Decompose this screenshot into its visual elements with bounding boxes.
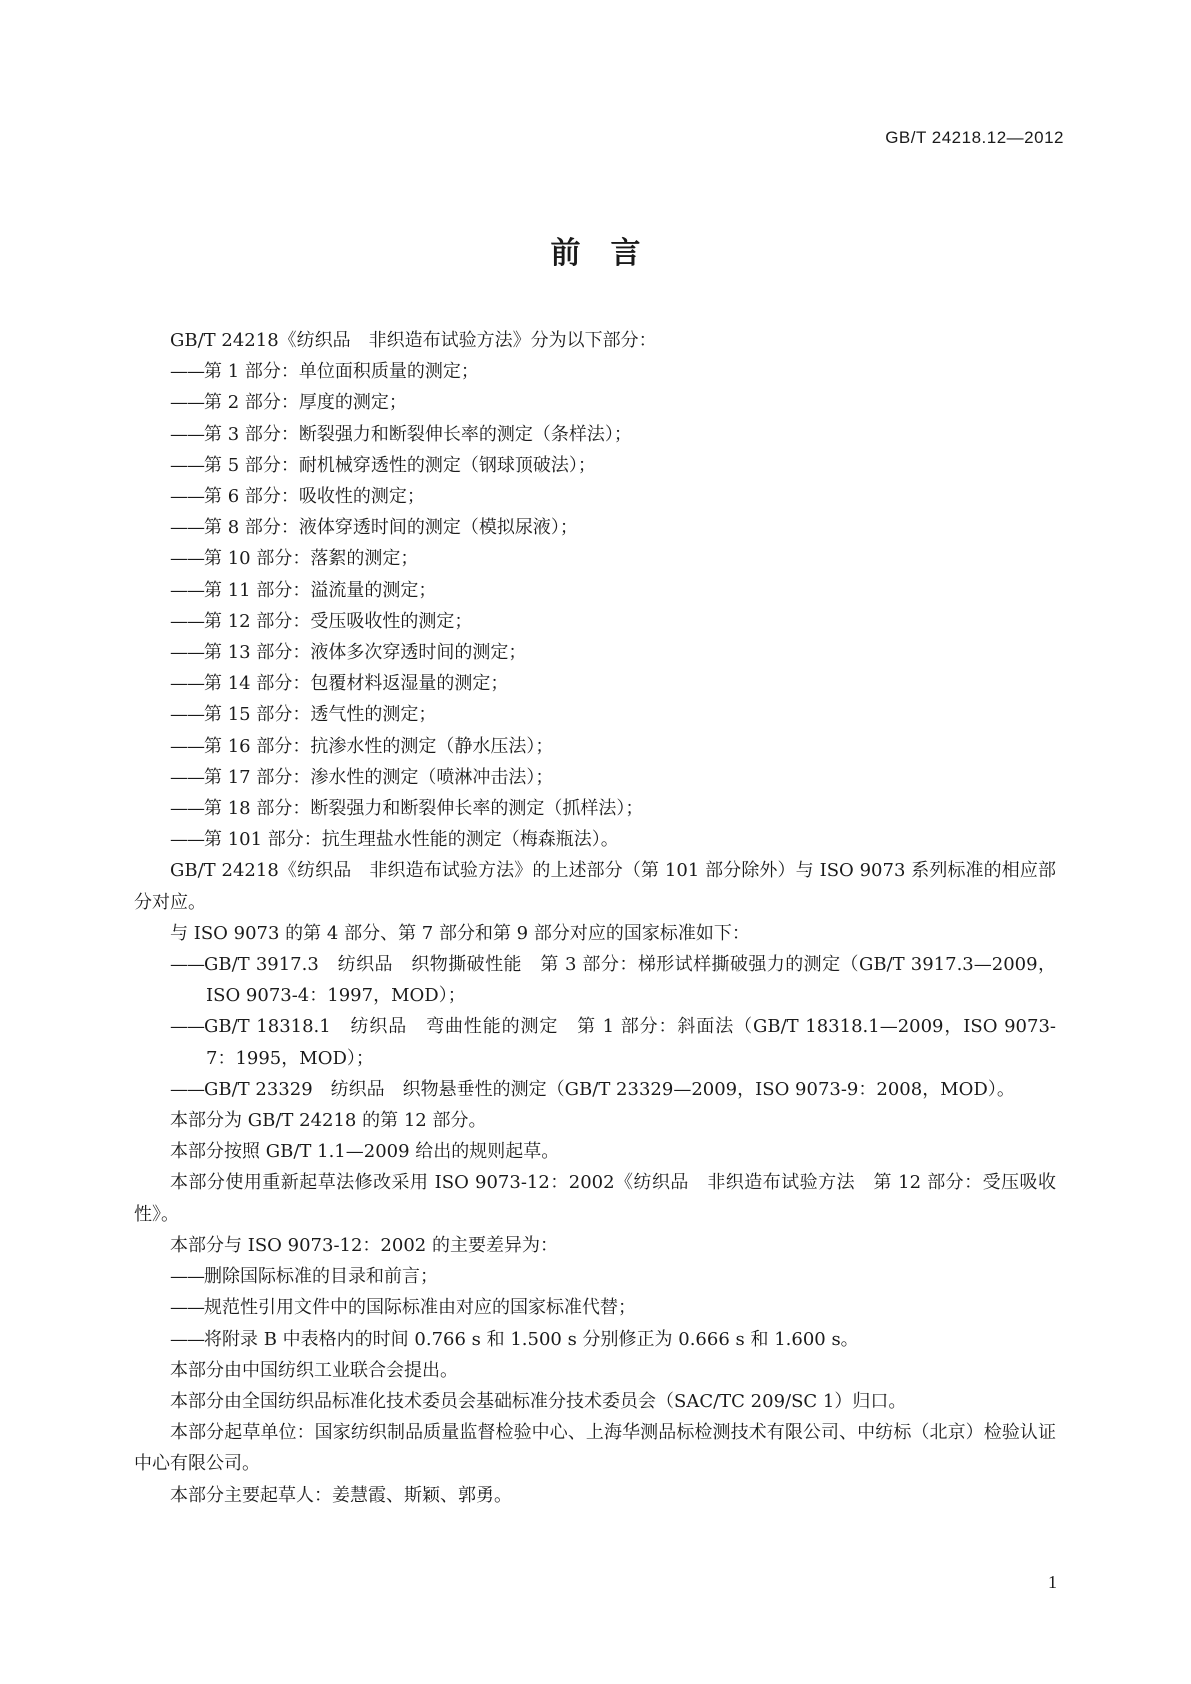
list-item: ——第 17 部分：渗水性的测定（喷淋冲击法）； bbox=[170, 766, 554, 788]
list-item: ——第 18 部分：断裂强力和断裂伸长率的测定（抓样法）； bbox=[170, 798, 644, 820]
list-item: ——第 13 部分：液体多次穿透时间的测定； bbox=[170, 642, 527, 664]
list-item: ——第 3 部分：断裂强力和断裂伸长率的测定（条样法）； bbox=[170, 423, 632, 445]
body-paragraph: 本部分按照 GB/T 1.1—2009 给出的规则起草。 bbox=[170, 1141, 560, 1163]
list-item: ——GB/T 23329 纺织品 织物悬垂性的测定（GB/T 23329—2009，ISO 9073-9：2008，MOD）。 bbox=[170, 1078, 1015, 1100]
body-paragraph: 本部分由中国纺织工业联合会提出。 bbox=[170, 1359, 458, 1381]
differences-list bbox=[134, 1261, 1056, 1355]
page-title: 前言 bbox=[550, 236, 671, 271]
national-intro-paragraph: 与 ISO 9073 的第 4 部分、第 7 部分和第 9 部分对应的国家标准如下： bbox=[170, 922, 750, 944]
list-item: ——第 15 部分：透气性的测定； bbox=[170, 704, 437, 726]
list-item: ——第 14 部分：包覆材料返湿量的测定； bbox=[170, 673, 509, 695]
list-item: ——第 2 部分：厚度的测定； bbox=[170, 392, 407, 414]
standard-code: GB/T 24218.12—2012 bbox=[885, 128, 1064, 147]
list-item: ——第 10 部分：落絮的测定； bbox=[170, 548, 419, 570]
correspondence-paragraph: GB/T 24218《纺织品 非织造布试验方法》的上述部分（第 101 部分除外）与 ISO 9073 系列标准的相应部分对应。 bbox=[134, 860, 1056, 913]
list-item: ——规范性引用文件中的国际标准由对应的国家标准代替； bbox=[170, 1297, 636, 1319]
list-item: ——第 16 部分：抗渗水性的测定（静水压法）； bbox=[170, 735, 554, 757]
foreword-body bbox=[134, 325, 1056, 1511]
list-item: ——GB/T 18318.1 纺织品 弯曲性能的测定 第 1 部分：斜面法（GB/T 18318.1—2009，ISO 9073-7：1995，MOD）； bbox=[170, 1016, 1056, 1069]
list-item: ——将附录 B 中表格内的时间 0.766 s 和 1.500 s 分别修正为 0.666 s 和 1.600 s。 bbox=[170, 1328, 859, 1350]
list-item: ——第 1 部分：单位面积质量的测定； bbox=[170, 361, 479, 383]
body-paragraph: 本部分与 ISO 9073-12：2002 的主要差异为： bbox=[170, 1234, 558, 1256]
parts-list bbox=[134, 356, 1056, 855]
body-paragraph: 本部分由全国纺织品标准化技术委员会基础标准分技术委员会（SAC/TC 209/SC 1）归口。 bbox=[170, 1390, 907, 1412]
page-number: 1 bbox=[1048, 1572, 1057, 1592]
list-item: ——删除国际标准的目录和前言； bbox=[170, 1266, 438, 1288]
national-standards-list bbox=[134, 949, 1056, 1105]
body-paragraph: 本部分为 GB/T 24218 的第 12 部分。 bbox=[170, 1110, 487, 1132]
list-item: ——第 12 部分：受压吸收性的测定； bbox=[170, 610, 473, 632]
list-item: ——第 101 部分：抗生理盐水性能的测定（梅森瓶法）。 bbox=[170, 829, 619, 851]
body-paragraph: 本部分主要起草人：姜慧霞、斯颖、郭勇。 bbox=[170, 1484, 512, 1506]
intro-paragraph: GB/T 24218《纺织品 非织造布试验方法》分为以下部分： bbox=[170, 330, 657, 351]
list-item: ——第 6 部分：吸收性的测定； bbox=[170, 486, 425, 508]
body-paragraph: 本部分起草单位：国家纺织制品质量监督检验中心、上海华测品标检测技术有限公司、中纺标（北京）检验认证中心有限公司。 bbox=[134, 1422, 1056, 1475]
list-item: ——GB/T 3917.3 纺织品 织物撕破性能 第 3 部分：梯形试样撕破强力的测定（GB/T 3917.3—2009，ISO 9073-4：1997，MOD）； bbox=[170, 954, 1056, 1007]
body-paragraph: 本部分使用重新起草法修改采用 ISO 9073-12：2002《纺织品 非织造布试验方法 第 12 部分：受压吸收性》。 bbox=[134, 1172, 1056, 1225]
list-item: ——第 8 部分：液体穿透时间的测定（模拟尿液）； bbox=[170, 517, 578, 539]
list-item: ——第 5 部分：耐机械穿透性的测定（钢球顶破法）； bbox=[170, 454, 596, 476]
list-item: ——第 11 部分：溢流量的测定； bbox=[170, 579, 437, 601]
